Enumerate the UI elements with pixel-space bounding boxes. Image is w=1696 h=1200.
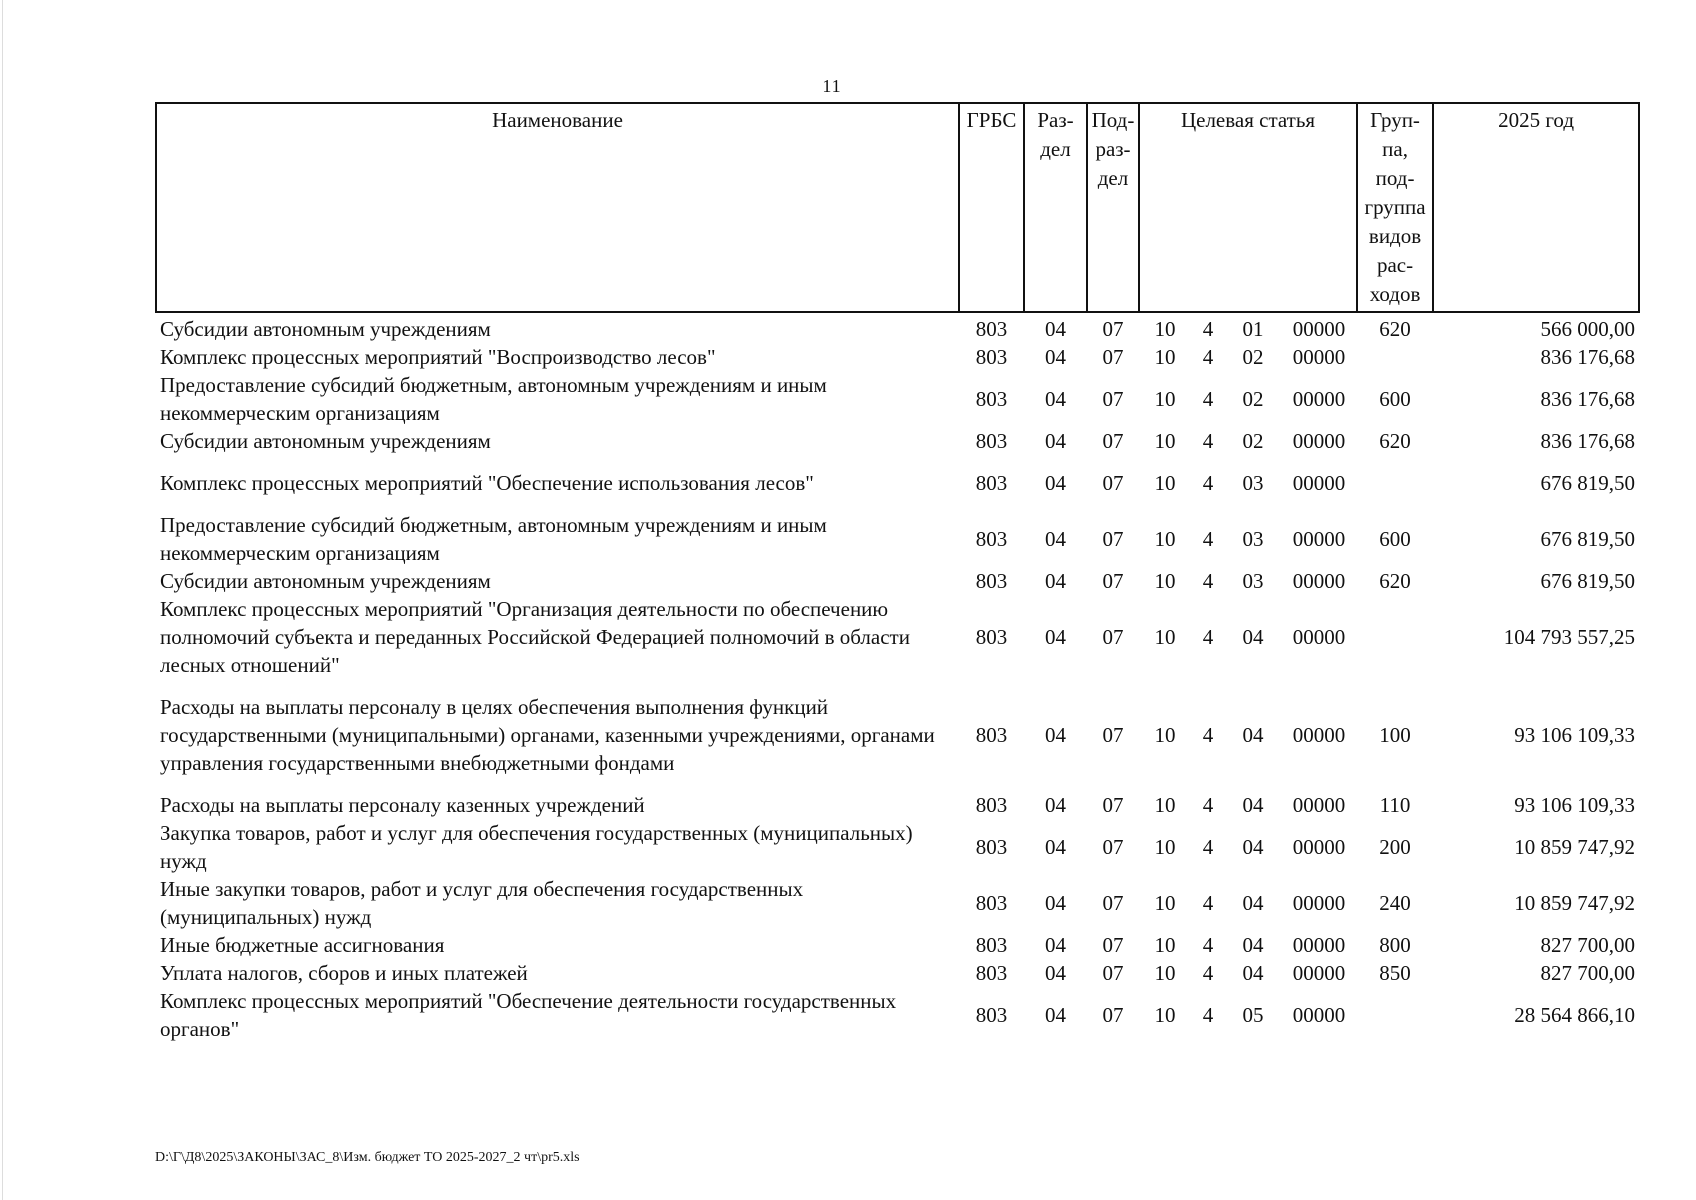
row-amount: 10 859 747,92	[1514, 835, 1636, 859]
row-group	[1357, 455, 1433, 497]
row-group	[1357, 343, 1433, 371]
row-target-program: 10	[1154, 793, 1176, 817]
row-grbs: 803	[975, 345, 1008, 369]
table-row	[156, 312, 1639, 343]
row-amount: 676 819,50	[1540, 527, 1636, 551]
row-target-complex: 04	[1242, 835, 1264, 859]
row-target-type: 4	[1202, 345, 1214, 369]
row-grbs: 803	[975, 387, 1008, 411]
table-row	[156, 777, 1639, 819]
row-target-direction: 00000	[1292, 961, 1346, 985]
row-target-program: 10	[1154, 429, 1176, 453]
row-target-complex: 04	[1242, 961, 1264, 985]
row-razdel: 04	[1045, 835, 1066, 859]
row-podrazdel: 07	[1102, 527, 1124, 551]
row-target-type: 4	[1202, 723, 1214, 747]
row-target-program: 10	[1154, 723, 1176, 747]
row-amount: 10 859 747,92	[1514, 891, 1636, 915]
row-grbs: 803	[975, 317, 1008, 341]
row-target-direction: 00000	[1292, 1003, 1346, 1027]
row-razdel: 04	[1045, 429, 1066, 453]
row-group: 800	[1379, 933, 1411, 957]
row-name: Закупка товаров, работ и услуг для обеспечения государственных (муниципальных) нужд	[160, 821, 913, 873]
row-name: Комплекс процессных мероприятий "Организация деятельности по обеспечению полномочий субъекта и переданных Российской Федерацией полномочий в области лесных отношений"	[160, 597, 910, 677]
row-target-direction: 00000	[1292, 933, 1346, 957]
row-amount: 827 700,00	[1540, 933, 1636, 957]
row-target-type: 4	[1202, 569, 1214, 593]
row-group: 850	[1379, 961, 1411, 985]
table-row	[156, 371, 1639, 427]
row-target-complex: 03	[1242, 527, 1264, 551]
row-razdel: 04	[1045, 569, 1066, 593]
row-grbs: 803	[975, 961, 1008, 985]
row-target-complex: 04	[1242, 723, 1264, 747]
row-target-program: 10	[1154, 891, 1176, 915]
budget-table	[155, 102, 1640, 1043]
row-razdel: 04	[1045, 625, 1066, 649]
row-grbs: 803	[975, 835, 1008, 859]
row-amount: 93 106 109,33	[1514, 723, 1636, 747]
row-target-program: 10	[1154, 569, 1176, 593]
row-group: 620	[1379, 317, 1411, 341]
row-grbs: 803	[975, 429, 1008, 453]
row-group: 110	[1379, 793, 1411, 817]
row-target-type: 4	[1202, 429, 1214, 453]
row-name: Комплекс процессных мероприятий "Обеспечение деятельности государственных органов"	[160, 989, 897, 1041]
row-target-direction: 00000	[1292, 625, 1346, 649]
row-group: 600	[1379, 527, 1411, 551]
row-grbs: 803	[975, 933, 1008, 957]
row-grbs: 803	[975, 527, 1008, 551]
table-row	[156, 497, 1639, 567]
scan-edge	[2, 0, 3, 1200]
row-name: Предоставление субсидий бюджетным, автономным учреждениям и иным некоммерческим организациям	[160, 373, 827, 425]
row-target-type: 4	[1202, 317, 1214, 341]
row-name: Комплекс процессных мероприятий "Воспроизводство лесов"	[160, 345, 716, 369]
header-group-label: Груп-па, под-группа видов рас-ходов	[1364, 108, 1426, 306]
row-target-program: 10	[1154, 933, 1176, 957]
row-grbs: 803	[975, 793, 1008, 817]
row-group	[1357, 595, 1433, 679]
row-target-complex: 04	[1242, 793, 1264, 817]
row-target-direction: 00000	[1292, 345, 1346, 369]
row-amount: 93 106 109,33	[1514, 793, 1636, 817]
row-amount: 676 819,50	[1540, 569, 1636, 593]
row-razdel: 04	[1045, 345, 1066, 369]
table-body	[156, 312, 1639, 1043]
row-target-complex: 02	[1242, 387, 1264, 411]
row-podrazdel: 07	[1102, 723, 1124, 747]
row-podrazdel: 07	[1102, 933, 1124, 957]
row-razdel: 04	[1045, 471, 1066, 495]
row-grbs: 803	[975, 891, 1008, 915]
row-razdel: 04	[1045, 961, 1066, 985]
table-row	[156, 875, 1639, 931]
row-podrazdel: 07	[1102, 317, 1124, 341]
row-podrazdel: 07	[1102, 961, 1124, 985]
row-target-type: 4	[1202, 961, 1214, 985]
row-target-program: 10	[1154, 527, 1176, 551]
row-amount: 104 793 557,25	[1503, 625, 1636, 649]
row-target-complex: 04	[1242, 933, 1264, 957]
row-name: Иные бюджетные ассигнования	[160, 933, 445, 957]
row-target-direction: 00000	[1292, 429, 1346, 453]
header-group	[1357, 103, 1433, 312]
row-podrazdel: 07	[1102, 625, 1124, 649]
header-razdel	[1024, 103, 1087, 312]
row-grbs: 803	[975, 723, 1008, 747]
row-target-type: 4	[1202, 471, 1214, 495]
row-target-direction: 00000	[1292, 317, 1346, 341]
row-name: Предоставление субсидий бюджетным, автономным учреждениям и иным некоммерческим организациям	[160, 513, 827, 565]
row-amount: 836 176,68	[1540, 387, 1636, 411]
table-row	[156, 679, 1639, 777]
row-grbs: 803	[975, 1003, 1008, 1027]
table-row	[156, 819, 1639, 875]
row-podrazdel: 07	[1102, 471, 1124, 495]
header-target: Целевая статья	[1139, 103, 1357, 312]
table-row	[156, 987, 1639, 1043]
table-row	[156, 567, 1639, 595]
row-target-complex: 02	[1242, 345, 1264, 369]
row-target-direction: 00000	[1292, 527, 1346, 551]
row-amount: 827 700,00	[1540, 961, 1636, 985]
row-target-complex: 03	[1242, 471, 1264, 495]
row-target-type: 4	[1202, 835, 1214, 859]
row-razdel: 04	[1045, 933, 1066, 957]
header-podrazdel-label: Под-раз-дел	[1091, 108, 1135, 190]
row-name: Уплата налогов, сборов и иных платежей	[160, 961, 528, 985]
row-amount: 836 176,68	[1540, 429, 1636, 453]
row-target-type: 4	[1202, 527, 1214, 551]
row-target-complex: 02	[1242, 429, 1264, 453]
row-group: 620	[1379, 429, 1411, 453]
row-podrazdel: 07	[1102, 1003, 1124, 1027]
row-razdel: 04	[1045, 1003, 1066, 1027]
row-podrazdel: 07	[1102, 835, 1124, 859]
row-target-program: 10	[1154, 387, 1176, 411]
header-grbs: ГРБС	[959, 103, 1024, 312]
row-name: Иные закупки товаров, работ и услуг для обеспечения государственных (муниципальных) нужд	[160, 877, 804, 929]
row-target-complex: 04	[1242, 625, 1264, 649]
row-target-complex: 05	[1242, 1003, 1264, 1027]
row-group: 240	[1379, 891, 1411, 915]
row-target-type: 4	[1202, 1003, 1214, 1027]
row-razdel: 04	[1045, 891, 1066, 915]
table-row	[156, 427, 1639, 455]
row-target-complex: 04	[1242, 891, 1264, 915]
row-target-direction: 00000	[1292, 793, 1346, 817]
row-target-direction: 00000	[1292, 471, 1346, 495]
row-target-complex: 03	[1242, 569, 1264, 593]
row-target-direction: 00000	[1292, 835, 1346, 859]
row-target-program: 10	[1154, 1003, 1176, 1027]
row-razdel: 04	[1045, 387, 1066, 411]
row-target-direction: 00000	[1292, 387, 1346, 411]
table-row	[156, 595, 1639, 679]
row-group: 200	[1379, 835, 1411, 859]
row-podrazdel: 07	[1102, 569, 1124, 593]
row-target-direction: 00000	[1292, 891, 1346, 915]
header-razdel-label: Раз-дел	[1037, 108, 1074, 161]
row-name: Субсидии автономным учреждениям	[160, 317, 491, 341]
row-target-program: 10	[1154, 471, 1176, 495]
row-target-type: 4	[1202, 891, 1214, 915]
row-amount: 566 000,00	[1540, 317, 1636, 341]
row-target-type: 4	[1202, 625, 1214, 649]
row-target-program: 10	[1154, 625, 1176, 649]
table-row	[156, 931, 1639, 959]
table-header	[156, 103, 1639, 312]
header-name: Наименование	[156, 103, 959, 312]
row-target-direction: 00000	[1292, 569, 1346, 593]
row-target-type: 4	[1202, 933, 1214, 957]
row-razdel: 04	[1045, 793, 1066, 817]
table-row	[156, 959, 1639, 987]
row-name: Субсидии автономным учреждениям	[160, 429, 491, 453]
row-podrazdel: 07	[1102, 793, 1124, 817]
row-group: 620	[1379, 569, 1411, 593]
table-row	[156, 343, 1639, 371]
row-amount: 28 564 866,10	[1514, 1003, 1636, 1027]
page-number: 11	[822, 76, 842, 96]
row-target-program: 10	[1154, 835, 1176, 859]
row-podrazdel: 07	[1102, 891, 1124, 915]
row-grbs: 803	[975, 471, 1008, 495]
row-name: Субсидии автономным учреждениям	[160, 569, 491, 593]
row-grbs: 803	[975, 569, 1008, 593]
row-grbs: 803	[975, 625, 1008, 649]
row-podrazdel: 07	[1102, 345, 1124, 369]
row-target-program: 10	[1154, 345, 1176, 369]
row-target-program: 10	[1154, 317, 1176, 341]
row-name: Расходы на выплаты персоналу казенных учреждений	[160, 793, 645, 817]
row-amount: 836 176,68	[1540, 345, 1636, 369]
row-target-type: 4	[1202, 793, 1214, 817]
row-razdel: 04	[1045, 723, 1066, 747]
row-group: 600	[1379, 387, 1411, 411]
row-name: Расходы на выплаты персоналу в целях обеспечения выполнения функций государственными (муниципальными) органами, казенными учреждениями, органами управления государственными внебюджетными фондами	[160, 695, 935, 775]
row-razdel: 04	[1045, 527, 1066, 551]
row-razdel: 04	[1045, 317, 1066, 341]
header-podrazdel	[1087, 103, 1139, 312]
file-path-footer: D:\Г\Д8\2025\ЗАКОНЫ\ЗАС_8\Изм. бюджет ТО 2025-2027_2 чт\pr5.xls	[155, 1150, 580, 1165]
row-podrazdel: 07	[1102, 429, 1124, 453]
row-target-direction: 00000	[1292, 723, 1346, 747]
row-amount: 676 819,50	[1540, 471, 1636, 495]
row-target-program: 10	[1154, 961, 1176, 985]
row-target-complex: 01	[1242, 317, 1264, 341]
header-year: 2025 год	[1433, 103, 1639, 312]
row-group: 100	[1379, 723, 1411, 747]
row-group	[1357, 987, 1433, 1043]
row-name: Комплекс процессных мероприятий "Обеспечение использования лесов"	[160, 471, 814, 495]
table-row	[156, 455, 1639, 497]
row-target-type: 4	[1202, 387, 1214, 411]
row-podrazdel: 07	[1102, 387, 1124, 411]
